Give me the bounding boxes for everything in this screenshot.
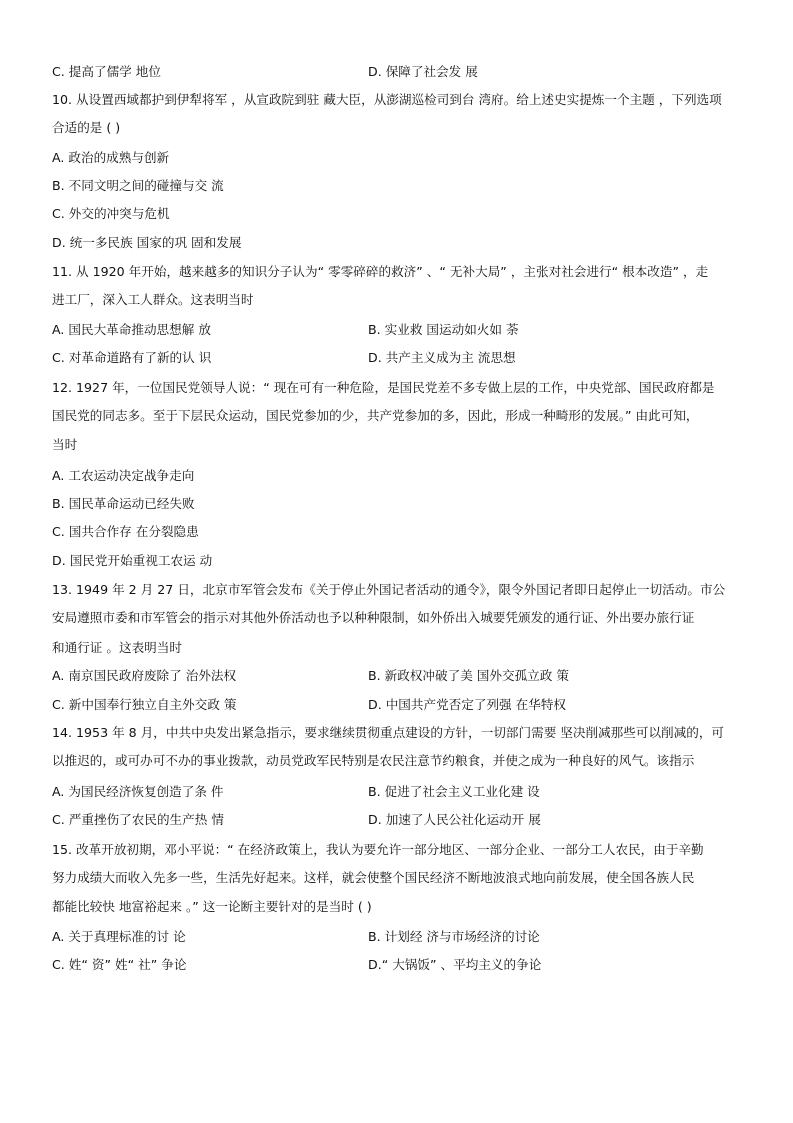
q12-option-c: C. 国共合作存 在分裂隐患 bbox=[52, 524, 199, 539]
q14-stem-line-1: 14. 1953 年 8 月，中共中央发出紧急指示，要求继续贯彻重点建设的方针，一切部门需要 坚决削减那些可以削减的，可 bbox=[52, 725, 725, 740]
q15-option-b: B. 计划经 济与市场经济的讨论 bbox=[368, 929, 540, 944]
q13-option-d: D. 中国共产党否定了列强 在华特权 bbox=[368, 697, 567, 712]
q14-options-cd bbox=[52, 812, 753, 828]
q10-option-a: A. 政治的成熟与创新 bbox=[52, 150, 170, 165]
q15-stem-line-2: 努力成绩大而收入先多一些，生活先好起来。这样，就会使整个国民经济不断地波浪式地向前发展，使全国各族人民 bbox=[52, 870, 695, 885]
q13-option-a: A. 南京国民政府废除了 治外法权 bbox=[52, 668, 237, 683]
q11-stem-line-1: 11. 从 1920 年开始，越来越多的知识分子认为“ 零零碎碎的救济” 、“ 无补大局” ，主张对社会进行“ 根本改造” ，走 bbox=[52, 264, 709, 279]
q15-option-c: C. 姓“ 资” 姓“ 社” 争论 bbox=[52, 957, 187, 972]
q13-stem-line-3: 和通行证 。这表明当时 bbox=[52, 640, 182, 655]
q10-stem-line-1: 10. 从设置西域都护到伊犁将军 ，从宣政院到驻 藏大臣，从澎湖巡检司到台 湾府。给上述史实提炼一个主题 ，下列选项 bbox=[52, 92, 722, 107]
q10-option-b: B. 不同文明之间的碰撞与交 流 bbox=[52, 178, 224, 193]
q14-options-ab bbox=[52, 784, 753, 800]
q11-option-d: D. 共产主义成为主 流思想 bbox=[368, 350, 516, 365]
q12-stem-line-1: 12. 1927 年，一位国民党领导人说：“ 现在可有一种危险，是国民党差不多专做上层的工作，中央党部、国民政府都是 bbox=[52, 380, 715, 395]
q14-option-a: A. 为国民经济恢复创造了条 件 bbox=[52, 784, 224, 799]
q14-option-b: B. 促进了社会主义工业化建 设 bbox=[368, 784, 540, 799]
q9-options-cd bbox=[52, 64, 753, 80]
q10-option-c: C. 外交的冲突与危机 bbox=[52, 206, 170, 221]
q15-stem-line-1: 15. 改革开放初期，邓小平说：“ 在经济政策上，我认为要允许一部分地区、一部分企业、一部分工人农民，由于辛勤 bbox=[52, 842, 704, 857]
q12-stem-line-2: 国民党的同志多。至于下层民众运动，国民党参加的少，共产党参加的多，因此，形成一种畸形的发展。” 由此可知， bbox=[52, 408, 699, 423]
q9-option-c: C. 提高了儒学 地位 bbox=[52, 64, 161, 79]
q13-stem-line-1: 13. 1949 年 2 月 27 日，北京市军管会发布《关于停止外国记者活动的通令》，限令外国记者即日起停止一切活动。市公 bbox=[52, 582, 726, 597]
q12-option-d: D. 国民党开始重视工农运 动 bbox=[52, 553, 213, 568]
q13-option-c: C. 新中国奉行独立自主外交政 策 bbox=[52, 697, 237, 712]
q11-option-a: A. 国民大革命推动思想解 放 bbox=[52, 322, 211, 337]
q12-option-b: B. 国民革命运动已经失败 bbox=[52, 496, 195, 511]
q9-option-d: D. 保障了社会发 展 bbox=[368, 64, 478, 79]
q13-stem-line-2: 安局遵照市委和市军管会的指示对其他外侨活动也予以种种限制，如外侨出入城要凭颁发的通行证、外出要办旅行证 bbox=[52, 610, 695, 625]
q15-option-a: A. 关于真理标准的讨 论 bbox=[52, 929, 186, 944]
q11-option-c: C. 对革命道路有了新的认 识 bbox=[52, 350, 212, 365]
q15-stem-line-3: 都能比较快 地富裕起来 。” 这一论断主要针对的是当时 ( ) bbox=[52, 899, 372, 914]
q13-options-ab bbox=[52, 668, 753, 684]
q11-option-b: B. 实业救 国运动如火如 荼 bbox=[368, 322, 519, 337]
q14-option-d: D. 加速了人民公社化运动开 展 bbox=[368, 812, 541, 827]
q13-options-cd bbox=[52, 697, 753, 713]
q12-stem-line-3: 当时 bbox=[52, 437, 78, 452]
q15-options-cd bbox=[52, 957, 753, 973]
q11-stem-line-2: 进工厂，深入工人群众。这表明当时 bbox=[52, 292, 254, 307]
q15-option-d: D.“ 大锅饭” 、平均主义的争论 bbox=[368, 957, 542, 972]
q14-stem-line-2: 以推迟的，或可办可不办的事业拨款，动员党政军民特别是农民注意节约粮食，并使之成为一种良好的风气。该指示 bbox=[52, 753, 695, 768]
q10-option-d: D. 统一多民族 国家的巩 固和发展 bbox=[52, 235, 242, 250]
q10-stem-line-2: 合适的是 ( ) bbox=[52, 120, 121, 135]
q12-option-a: A. 工农运动决定战争走向 bbox=[52, 468, 195, 483]
q11-options-ab bbox=[52, 322, 753, 338]
q14-option-c: C. 严重挫伤了农民的生产热 情 bbox=[52, 812, 224, 827]
q13-option-b: B. 新政权冲破了美 国外交孤立政 策 bbox=[368, 668, 569, 683]
q15-options-ab bbox=[52, 929, 753, 945]
q11-options-cd bbox=[52, 350, 753, 366]
